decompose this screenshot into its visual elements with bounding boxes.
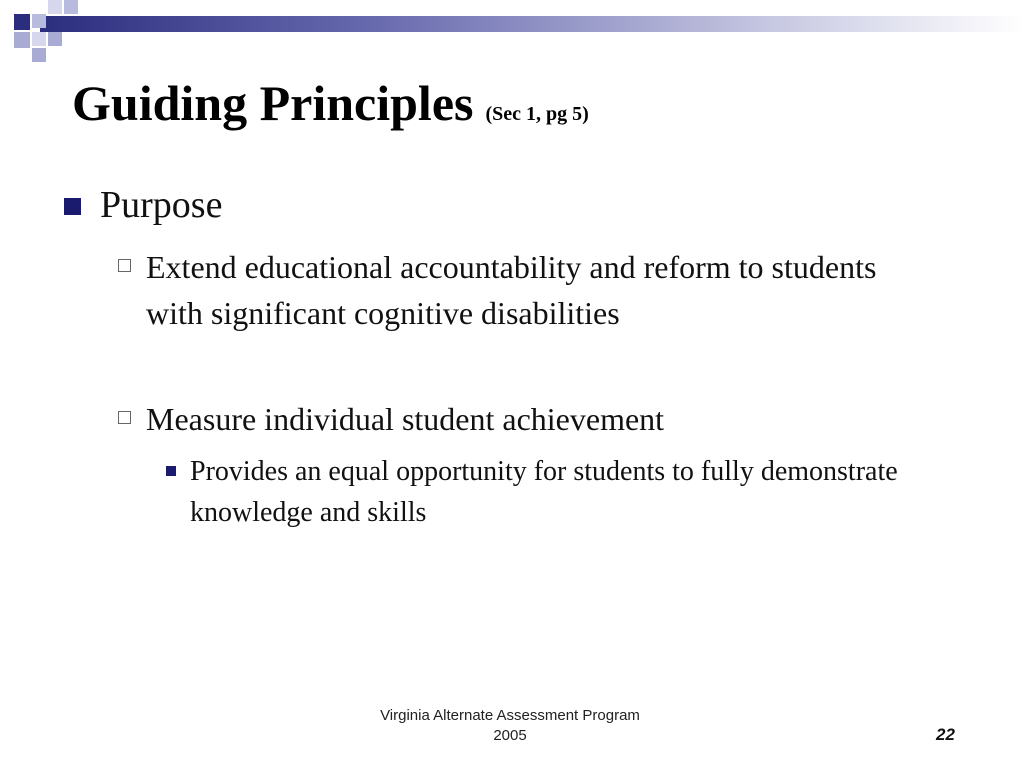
bullet-equal-opportunity: Provides an equal opportunity for students to fully demonstrate knowledge and skills <box>190 456 898 528</box>
level3-bullet-icon <box>166 466 176 476</box>
level2-hollow-bullet-icon <box>118 259 131 272</box>
title-text: Guiding Principles <box>72 75 474 131</box>
slide-title <box>72 74 589 132</box>
footer-year: 2005 <box>493 727 527 744</box>
bullet-purpose: Purpose <box>100 184 223 226</box>
title-section-reference: (Sec 1, pg 5) <box>485 103 589 125</box>
footer-program-name: Virginia Alternate Assessment Program <box>380 707 640 724</box>
header-gradient-bar <box>40 16 1024 32</box>
level2-hollow-bullet-icon <box>118 411 131 424</box>
level1-bullet-icon <box>64 198 81 215</box>
page-number: 22 <box>936 725 955 744</box>
footer <box>340 706 680 746</box>
bullet-extend-accountability: Extend educational accountability and reform to students with significant cognitive disabilities <box>146 249 877 331</box>
bullet-measure-achievement: Measure individual student achievement <box>146 401 665 437</box>
